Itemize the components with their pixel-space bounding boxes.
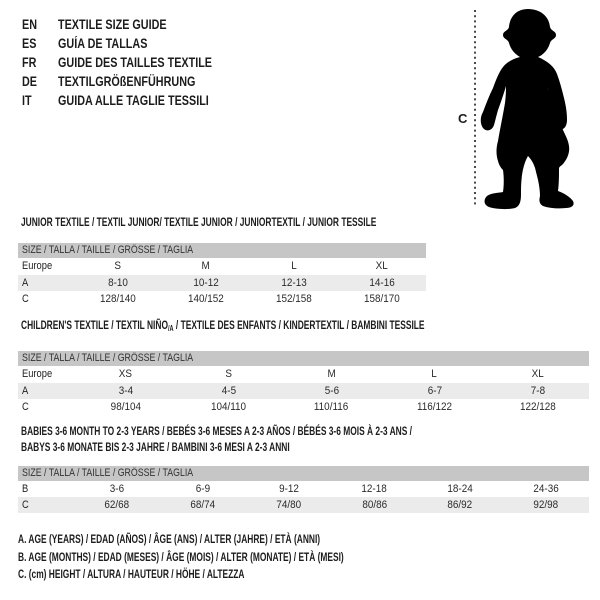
language-code bbox=[22, 34, 58, 53]
text: 24-36 bbox=[533, 483, 559, 495]
text: Europe bbox=[22, 368, 53, 380]
table-title-line bbox=[21, 215, 426, 229]
text: C. (cm) HEIGHT / ALTURA / HAUTEUR / HÖHE / ALTEZZA bbox=[18, 567, 245, 582]
text: A bbox=[22, 385, 29, 397]
text: 7-8 bbox=[530, 385, 545, 397]
value-cell bbox=[74, 383, 177, 399]
text bbox=[21, 215, 376, 229]
title-segment: BABIES 3-6 MONTH TO 2-3 YEARS / BEBÉS 3-6 MESES A 2-3 AÑOS / BÉBÉS 3-6 MOIS À 2-3 ANS / bbox=[21, 424, 413, 438]
row-label-cell bbox=[18, 383, 74, 399]
table-title-line bbox=[21, 424, 589, 440]
value-cell bbox=[417, 497, 503, 513]
language-title-list bbox=[22, 15, 251, 110]
language-row bbox=[22, 15, 251, 34]
value-cell bbox=[331, 497, 417, 513]
table-row bbox=[18, 291, 426, 307]
value-cell bbox=[177, 366, 280, 383]
table-childrens-textile bbox=[18, 318, 589, 415]
table-row bbox=[18, 383, 589, 399]
value-cell bbox=[503, 481, 589, 497]
table-title-line bbox=[21, 318, 589, 336]
language-code bbox=[22, 72, 58, 91]
text: 5-6 bbox=[324, 385, 339, 397]
value-cell bbox=[162, 275, 250, 291]
text: DE bbox=[22, 74, 38, 89]
row-label-cell bbox=[18, 291, 74, 307]
value-cell bbox=[383, 366, 486, 383]
value-cell bbox=[160, 481, 246, 497]
text: 86/92 bbox=[447, 499, 473, 511]
text: 92/98 bbox=[533, 499, 559, 511]
value-cell bbox=[338, 291, 426, 307]
value-cell bbox=[177, 399, 280, 415]
language-code bbox=[22, 53, 58, 72]
title-segment: CHILDREN'S TEXTILE / TEXTIL NIÑO bbox=[21, 318, 168, 332]
note-line bbox=[18, 566, 483, 584]
text: C bbox=[22, 499, 29, 511]
text: 80/86 bbox=[362, 499, 387, 511]
text bbox=[21, 424, 412, 440]
text: 140/152 bbox=[188, 293, 224, 305]
value-cell bbox=[162, 291, 250, 307]
text: 12-18 bbox=[361, 483, 388, 495]
text: IT bbox=[22, 93, 32, 108]
text: A. AGE (YEARS) / EDAD (AÑOS) / ÂGE (ANS) / ALTER (JAHRE) / ETÀ (ANNI) bbox=[18, 532, 321, 546]
value-cell bbox=[280, 399, 383, 415]
text: GUIDE DES TAILLES TEXTILE bbox=[58, 55, 213, 70]
note-line bbox=[18, 531, 483, 549]
title-segment: BABYS 3-6 MONATE BIS 2-3 JAHRE / BAMBINI 3-6 MESI A 2-3 ANNI bbox=[21, 439, 290, 454]
language-code bbox=[22, 91, 58, 110]
text bbox=[21, 318, 425, 336]
text: 104/110 bbox=[210, 401, 247, 413]
text: S bbox=[114, 260, 122, 272]
text: 152/158 bbox=[276, 293, 312, 305]
text: M bbox=[201, 260, 211, 272]
baby-height-figure bbox=[450, 5, 600, 217]
text: 116/122 bbox=[416, 401, 453, 413]
row-label-cell bbox=[18, 481, 74, 497]
value-cell bbox=[331, 481, 417, 497]
language-row bbox=[22, 53, 251, 72]
language-label bbox=[58, 34, 170, 53]
text: TEXTILE SIZE GUIDE bbox=[58, 17, 167, 32]
language-label bbox=[58, 91, 247, 110]
text: L bbox=[291, 260, 297, 272]
note-line bbox=[18, 549, 483, 567]
value-cell bbox=[383, 383, 486, 399]
size-header-bar bbox=[18, 243, 426, 258]
size-header-bar bbox=[18, 466, 589, 481]
value-cell bbox=[338, 258, 426, 275]
text: 8-10 bbox=[108, 277, 128, 289]
text: 6-9 bbox=[195, 483, 210, 495]
value-cell bbox=[280, 383, 383, 399]
text: S bbox=[225, 368, 232, 380]
text: FR bbox=[22, 55, 37, 70]
value-cell bbox=[74, 366, 177, 383]
row-label-cell bbox=[18, 275, 74, 291]
table-title-line bbox=[21, 440, 589, 456]
value-cell bbox=[177, 383, 280, 399]
table-title bbox=[18, 215, 426, 229]
text: GUIDA ALLE TAGLIE TESSILI bbox=[58, 93, 209, 108]
text: Europe bbox=[22, 260, 53, 272]
value-cell bbox=[280, 366, 383, 383]
row-label-cell bbox=[18, 399, 74, 415]
text: GUÍA DE TALLAS bbox=[58, 36, 148, 51]
text: XL bbox=[375, 260, 389, 272]
baby-silhouette bbox=[481, 9, 574, 209]
text: 62/68 bbox=[104, 499, 130, 511]
value-cell bbox=[160, 497, 246, 513]
table-junior-textile bbox=[18, 215, 426, 307]
text: XL bbox=[531, 368, 544, 380]
text: 128/140 bbox=[100, 293, 136, 305]
language-label bbox=[58, 53, 251, 72]
value-cell bbox=[162, 258, 250, 275]
language-label bbox=[58, 15, 194, 34]
table-row bbox=[18, 399, 589, 415]
row-label-cell bbox=[18, 366, 74, 383]
text: B bbox=[22, 483, 29, 495]
text: 3-4 bbox=[118, 385, 133, 397]
text: 158/170 bbox=[364, 293, 400, 305]
table-row bbox=[18, 497, 589, 513]
value-cell bbox=[486, 366, 589, 383]
height-label-c: C bbox=[458, 111, 468, 126]
table-row bbox=[18, 366, 589, 383]
value-cell bbox=[74, 399, 177, 415]
value-cell bbox=[338, 275, 426, 291]
value-cell bbox=[250, 291, 338, 307]
value-cell bbox=[74, 258, 162, 275]
text bbox=[21, 440, 290, 456]
text: EN bbox=[22, 17, 38, 32]
table-title bbox=[18, 318, 589, 336]
text: 122/128 bbox=[519, 401, 556, 413]
value-cell bbox=[417, 481, 503, 497]
text: TEXTILGRÖßENFÜHRUNG bbox=[58, 74, 196, 89]
text: L bbox=[431, 368, 438, 380]
language-code bbox=[22, 15, 58, 34]
language-label bbox=[58, 72, 230, 91]
text: M bbox=[327, 368, 336, 380]
text: 3-6 bbox=[109, 483, 125, 495]
value-cell bbox=[74, 481, 160, 497]
title-segment: / TEXTILE DES ENFANTS / KINDERTEXTIL / BAMBINI TESSILE bbox=[173, 318, 425, 332]
text: 110/116 bbox=[314, 401, 349, 413]
size-header-bar bbox=[18, 351, 589, 366]
value-cell bbox=[74, 497, 160, 513]
value-cell bbox=[74, 291, 162, 307]
text: 4-5 bbox=[221, 385, 236, 397]
text: C bbox=[22, 401, 29, 413]
value-cell bbox=[486, 383, 589, 399]
language-row bbox=[22, 34, 251, 53]
row-label-cell bbox=[18, 258, 74, 275]
value-cell bbox=[246, 481, 332, 497]
text: 74/80 bbox=[276, 499, 301, 511]
text: 6-7 bbox=[427, 385, 442, 397]
value-cell bbox=[246, 497, 332, 513]
title-segment: JUNIOR TEXTILE / TEXTIL JUNIOR/ TEXTILE JUNIOR / JUNIORTEXTIL / JUNIOR TESSILE bbox=[21, 215, 377, 229]
text: A bbox=[22, 277, 29, 289]
language-row bbox=[22, 72, 251, 91]
value-cell bbox=[74, 275, 162, 291]
text: B. AGE (MONTHS) / EDAD (MESES) / ÂGE (MOIS) / ALTER (MONATE) / ETÀ (MESI) bbox=[18, 549, 344, 564]
legend-notes bbox=[18, 531, 483, 584]
value-cell bbox=[250, 258, 338, 275]
text: ES bbox=[22, 36, 37, 51]
row-label-cell bbox=[18, 497, 74, 513]
text: 98/104 bbox=[110, 401, 141, 413]
text: SIZE / TALLA / TAILLE / GRÖSSE / TAGLIA bbox=[22, 352, 194, 364]
text: 14-16 bbox=[369, 277, 395, 289]
text: XS bbox=[118, 368, 133, 380]
table-row bbox=[18, 275, 426, 291]
text: 12-13 bbox=[281, 277, 307, 289]
text: 68/74 bbox=[190, 499, 216, 511]
value-cell bbox=[503, 497, 589, 513]
language-row bbox=[22, 91, 251, 110]
table-title bbox=[18, 424, 589, 455]
text: C bbox=[22, 293, 29, 305]
text: SIZE / TALLA / TAILLE / GRÖSSE / TAGLIA bbox=[22, 467, 194, 479]
value-cell bbox=[250, 275, 338, 291]
text: 9-12 bbox=[278, 483, 299, 495]
table-babies-textile bbox=[18, 424, 589, 513]
value-cell bbox=[486, 399, 589, 415]
value-cell bbox=[383, 399, 486, 415]
subscript-text: /A bbox=[167, 324, 174, 333]
table-row bbox=[18, 258, 426, 275]
text: SIZE / TALLA / TAILLE / GRÖSSE / TAGLIA bbox=[22, 244, 194, 256]
text: 10-12 bbox=[193, 277, 219, 289]
table-row bbox=[18, 481, 589, 497]
text: 18-24 bbox=[447, 483, 473, 495]
